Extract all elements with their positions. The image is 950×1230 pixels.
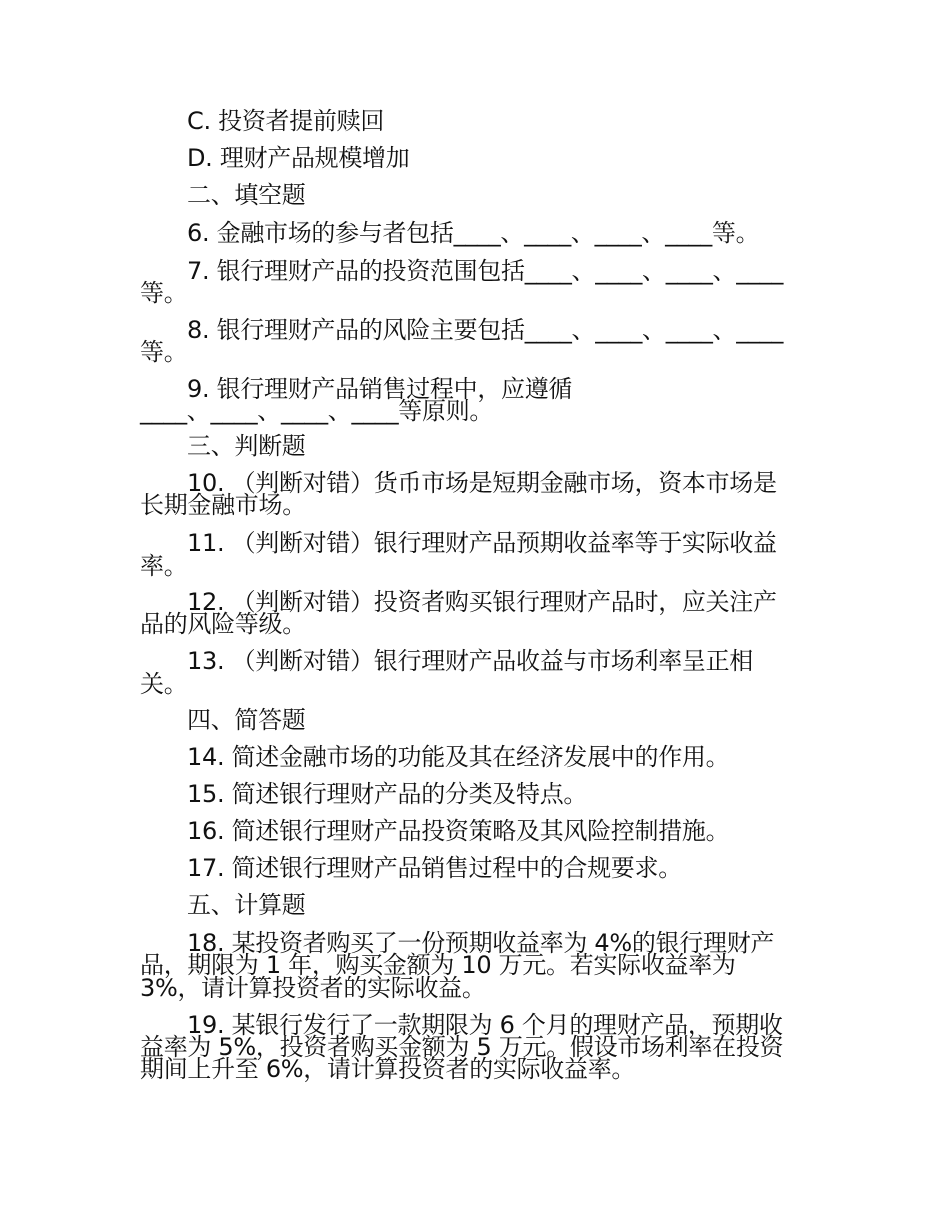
question-12-line-1: 12. （判断对错）投资者购买银行理财产品时，应关注产 [187,588,777,616]
question-7-line-2: 等。 [140,279,188,307]
question-13-line-1: 13. （判断对错）银行理财产品收益与市场利率呈正相 [187,647,753,675]
question-9-line-1: 9. 银行理财产品销售过程中，应遵循 [187,375,573,403]
question-11-line-1: 11. （判断对错）银行理财产品预期收益率等于实际收益 [187,529,777,557]
question-11-line-2: 率。 [140,552,188,580]
question-10-line-1: 10. （判断对错）货币市场是短期金融市场，资本市场是 [187,469,777,497]
section-calculation: 五、计算题 [187,891,306,919]
question-15: 15. 简述银行理财产品的分类及特点。 [187,780,588,808]
question-7-line-1: 7. 银行理财产品的投资范围包括____、____、____、____ [187,257,784,285]
question-6: 6. 金融市场的参与者包括____、____、____、____等。 [187,219,760,247]
question-19-line-2: 益率为 5%，投资者购买金额为 5 万元。假设市场利率在投资 [140,1033,784,1061]
option-d: D. 理财产品规模增加 [187,144,410,172]
question-13-line-2: 关。 [140,670,188,698]
section-fill-blank: 二、填空题 [187,181,306,209]
question-16: 16. 简述银行理财产品投资策略及其风险控制措施。 [187,817,730,845]
question-8-line-1: 8. 银行理财产品的风险主要包括____、____、____、____ [187,316,784,344]
question-19-line-1: 19. 某银行发行了一款期限为 6 个月的理财产品，预期收 [187,1011,783,1039]
question-19-line-3: 期间上升至 6%，请计算投资者的实际收益率。 [140,1055,636,1083]
section-short-answer: 四、简答题 [187,706,306,734]
question-18-line-3: 3%，请计算投资者的实际收益。 [140,974,486,1002]
question-12-line-2: 品的风险等级。 [140,610,306,638]
question-8-line-2: 等。 [140,338,188,366]
question-18-line-2: 品，期限为 1 年，购买金额为 10 万元。若实际收益率为 [140,951,736,979]
question-18-line-1: 18. 某投资者购买了一份预期收益率为 4%的银行理财产 [187,929,775,957]
option-c: C. 投资者提前赎回 [187,107,385,135]
section-true-false: 三、判断题 [187,432,306,460]
question-9-line-2: ____、____、____、____等原则。 [140,397,494,425]
question-14: 14. 简述金融市场的功能及其在经济发展中的作用。 [187,743,730,771]
question-10-line-2: 长期金融市场。 [140,491,306,519]
question-17: 17. 简述银行理财产品销售过程中的合规要求。 [187,854,682,882]
